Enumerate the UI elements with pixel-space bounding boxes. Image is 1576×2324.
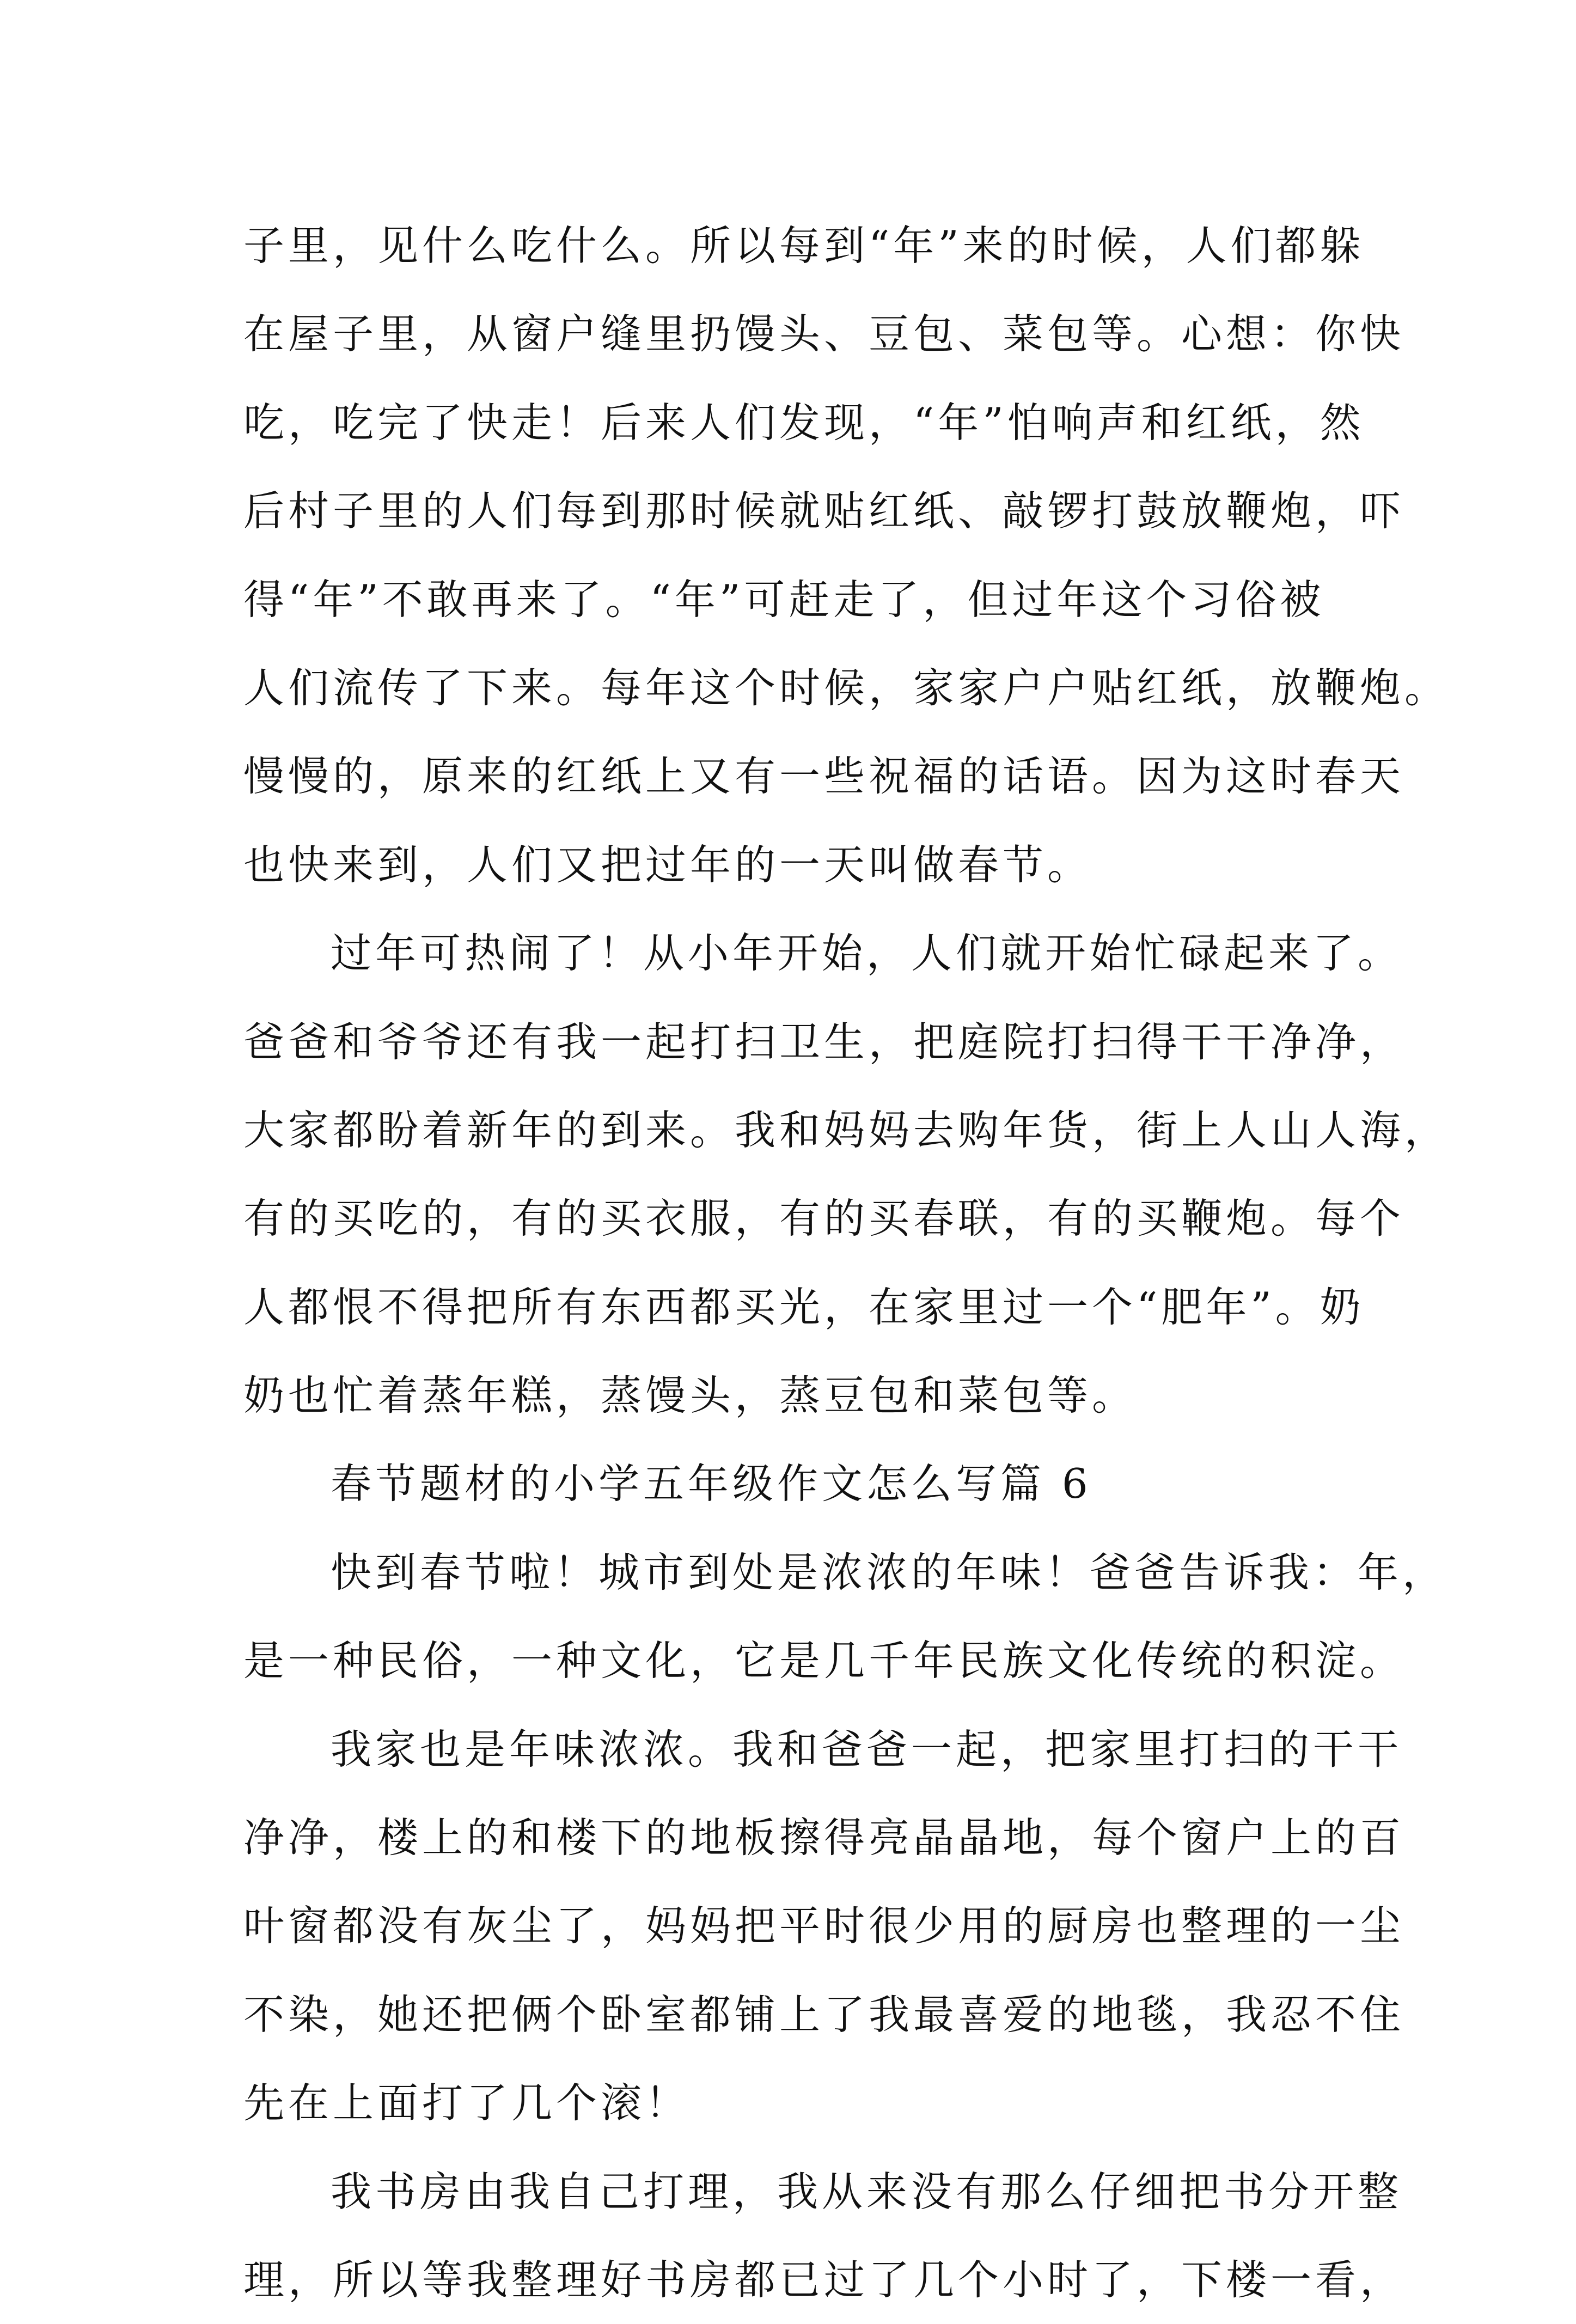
text-line: 是一种民俗，一种文化，它是几千年民族文化传统的积淀。 xyxy=(243,1637,1405,1685)
text-line: 大家都盼着新年的到来。我和妈妈去购年货，街上人山人海， xyxy=(243,1106,1450,1154)
paragraph-first-line: 我家也是年味浓浓。我和爸爸一起，把家里打扫的干干 xyxy=(331,1725,1403,1773)
text-line: 不染，她还把俩个卧室都铺上了我最喜爱的地毯，我忍不住 xyxy=(243,1990,1405,2039)
text-line: 奶也忙着蒸年糕，蒸馒头，蒸豆包和菜包等。 xyxy=(243,1371,1137,1420)
text-line: 先在上面打了几个滚！ xyxy=(243,2079,691,2127)
text-line: 有的买吃的，有的买衣服，有的买春联，有的买鞭炮。每个 xyxy=(243,1194,1405,1243)
document-body xyxy=(243,202,1450,2324)
text-line: 也快来到，人们又把过年的一天叫做春节。 xyxy=(243,840,1092,889)
paragraph-first-line: 我书房由我自己打理，我从来没有那么仔细把书分开整 xyxy=(331,2167,1403,2216)
paragraph-first-line: 过年可热闹了！从小年开始，人们就开始忙碌起来了。 xyxy=(331,929,1403,978)
paragraph-first-line: 快到春节啦！城市到处是浓浓的年味！爸爸告诉我：年， xyxy=(331,1548,1447,1596)
text-line: 净净，楼上的和楼下的地板擦得亮晶晶地，每个窗户上的百 xyxy=(243,1814,1405,1862)
text-line: 慢慢的，原来的红纸上又有一些祝福的话语。因为这时春天 xyxy=(243,752,1405,801)
text-line: 叶窗都没有灰尘了，妈妈把平时很少用的厨房也整理的一尘 xyxy=(243,1902,1405,1950)
text-line: 吃，吃完了快走！后来人们发现，“年”怕响声和红纸，然 xyxy=(243,398,1365,447)
section-heading: 春节题材的小学五年级作文怎么写篇 6 xyxy=(331,1460,1092,1508)
text-line: 爸爸和爷爷还有我一起打扫卫生，把庭院打扫得干干净净， xyxy=(243,1017,1405,1066)
text-line: 在屋子里，从窗户缝里扔馒头、豆包、菜包等。心想：你快 xyxy=(243,310,1405,358)
text-line: 后村子里的人们每到那时候就贴红纸、敲锣打鼓放鞭炮，吓 xyxy=(243,487,1405,535)
text-line: 理，所以等我整理好书房都已过了几个小时了，下楼一看， xyxy=(243,2255,1405,2304)
text-line: 人们流传了下来。每年这个时候，家家户户贴红纸，放鞭炮。 xyxy=(243,663,1450,712)
text-line: 子里，见什么吃什么。所以每到“年”来的时候，人们都躲 xyxy=(243,222,1365,270)
text-line: 人都恨不得把所有东西都买光，在家里过一个“肥年”。奶 xyxy=(243,1283,1365,1331)
text-line: 得“年”不敢再来了。“年”可赶走了，但过年这个习俗被 xyxy=(243,575,1325,624)
